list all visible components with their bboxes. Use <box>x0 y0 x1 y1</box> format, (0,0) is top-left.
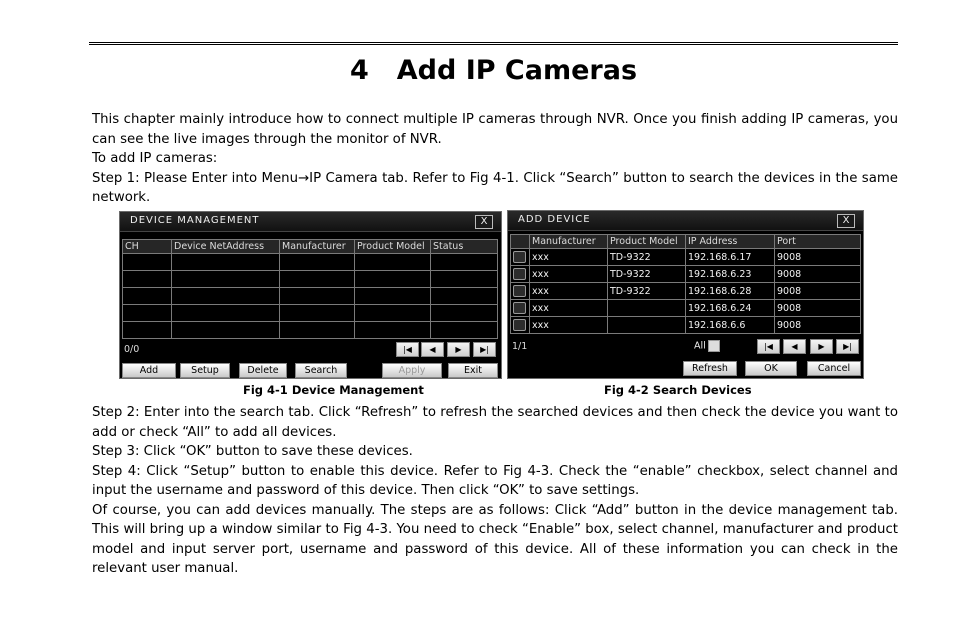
cell-port: 9008 <box>775 249 861 266</box>
checkbox-icon[interactable] <box>513 285 526 297</box>
intro-paragraph: This chapter mainly introduce how to connect multiple IP cameras through NVR. Once you finish adding IP cameras, you can see the live images through the monitor of NVR. <box>92 112 898 147</box>
table-cell <box>172 322 280 339</box>
cell-port: 9008 <box>775 317 861 334</box>
checkbox-icon[interactable] <box>513 268 526 280</box>
last-page-icon[interactable]: ▶| <box>473 342 496 357</box>
apply-button[interactable]: Apply <box>382 363 442 378</box>
to-add-paragraph: To add IP cameras: <box>92 151 218 166</box>
cell-ip: 192.168.6.28 <box>686 283 775 300</box>
next-page-icon[interactable]: ▶ <box>810 339 833 354</box>
setup-button[interactable]: Setup <box>180 363 230 378</box>
table-cell <box>280 288 355 305</box>
table-cell <box>355 271 431 288</box>
table-cell <box>431 271 498 288</box>
table-row[interactable] <box>123 322 498 339</box>
search-button[interactable]: Search <box>295 363 347 378</box>
row-select-cell[interactable] <box>511 283 530 300</box>
column-header-port[interactable]: Port <box>775 235 861 249</box>
cell-ip: 192.168.6.23 <box>686 266 775 283</box>
table-cell <box>431 322 498 339</box>
cell-port: 9008 <box>775 283 861 300</box>
search-results-table <box>510 234 861 334</box>
table-cell <box>280 322 355 339</box>
window-title: DEVICE MANAGEMENT <box>130 215 260 226</box>
table-cell <box>172 254 280 271</box>
ok-button[interactable]: OK <box>745 361 797 376</box>
cell-manufacturer: xxx <box>530 266 608 283</box>
manual-paragraph: Of course, you can add devices manually. The steps are as follows: Click “Add” button in the device management tab. This will bring up a window similar to Fig 4-3. You need to check “Enable” box, select channel, manufacturer and product model and input server port, username and password of this device. All of these information you can check in the relevant user manual. <box>92 502 898 576</box>
select-all-checkbox[interactable] <box>694 340 720 352</box>
step3-paragraph: Step 3: Click “OK” button to save these devices. <box>92 444 413 459</box>
table-row[interactable] <box>511 249 861 266</box>
table-cell <box>431 305 498 322</box>
cell-model: TD-9322 <box>608 283 686 300</box>
row-select-cell[interactable] <box>511 249 530 266</box>
add-device-window <box>507 210 864 379</box>
close-icon[interactable]: X <box>475 215 493 229</box>
page-indicator: 1/1 <box>512 341 528 352</box>
step2-paragraph: Step 2: Enter into the search tab. Click “Refresh” to refresh the searched devices and then check the device you want to add or check “All” to add all devices. <box>92 405 898 440</box>
table-cell <box>123 322 172 339</box>
table-row[interactable] <box>511 300 861 317</box>
table-cell <box>355 322 431 339</box>
table-cell <box>123 305 172 322</box>
table-row[interactable] <box>511 283 861 300</box>
table-cell <box>123 254 172 271</box>
table-cell <box>172 305 280 322</box>
cell-model <box>608 300 686 317</box>
exit-button[interactable]: Exit <box>448 363 498 378</box>
cell-ip: 192.168.6.24 <box>686 300 775 317</box>
table-cell <box>431 288 498 305</box>
close-icon[interactable]: X <box>837 214 855 228</box>
column-header-product-model[interactable]: Product Model <box>355 240 431 254</box>
table-cell <box>355 254 431 271</box>
row-select-cell[interactable] <box>511 300 530 317</box>
checkbox-icon[interactable] <box>708 340 720 352</box>
chapter-heading <box>89 55 898 86</box>
table-cell <box>431 254 498 271</box>
table-row[interactable] <box>123 305 498 322</box>
cell-manufacturer: xxx <box>530 300 608 317</box>
page-indicator: 0/0 <box>124 344 140 355</box>
checkbox-icon[interactable] <box>513 251 526 263</box>
table-cell <box>280 305 355 322</box>
table-row[interactable] <box>123 288 498 305</box>
column-header-manufacturer[interactable]: Manufacturer <box>530 235 608 249</box>
table-cell <box>355 305 431 322</box>
row-select-cell[interactable] <box>511 317 530 334</box>
prev-page-icon[interactable]: ◀ <box>783 339 806 354</box>
cell-ip: 192.168.6.17 <box>686 249 775 266</box>
window-title: ADD DEVICE <box>518 214 591 225</box>
step4-paragraph: Step 4: Click “Setup” button to enable this device. Refer to Fig 4-3. Check the “enable” checkbox, select channel and input the username and password of this device. Then click “OK” to save settings. <box>92 463 898 498</box>
cell-model: TD-9322 <box>608 249 686 266</box>
add-button[interactable]: Add <box>122 363 176 378</box>
cancel-button[interactable]: Cancel <box>807 361 861 376</box>
checkbox-icon[interactable] <box>513 319 526 331</box>
cell-manufacturer: xxx <box>530 283 608 300</box>
checkbox-icon[interactable] <box>513 302 526 314</box>
delete-button[interactable]: Delete <box>239 363 287 378</box>
chapter-number: 4 <box>349 55 369 86</box>
row-select-cell[interactable] <box>511 266 530 283</box>
column-header-ch[interactable]: CH <box>123 240 172 254</box>
prev-page-icon[interactable]: ◀ <box>421 342 444 357</box>
window-titlebar <box>508 211 863 231</box>
table-row[interactable] <box>123 271 498 288</box>
column-header-netaddress[interactable]: Device NetAddress <box>172 240 280 254</box>
last-page-icon[interactable]: ▶| <box>836 339 859 354</box>
table-cell <box>355 288 431 305</box>
table-row[interactable] <box>123 254 498 271</box>
table-cell <box>280 271 355 288</box>
fig1-caption: Fig 4-1 Device Management <box>243 383 424 397</box>
table-cell <box>172 271 280 288</box>
device-table <box>122 239 498 339</box>
table-cell <box>123 271 172 288</box>
cell-model <box>608 317 686 334</box>
window-titlebar <box>120 212 501 232</box>
column-header-status[interactable]: Status <box>431 240 498 254</box>
cell-model: TD-9322 <box>608 266 686 283</box>
chapter-title: Add IP Cameras <box>396 55 638 86</box>
table-row[interactable] <box>511 266 861 283</box>
cell-ip: 192.168.6.6 <box>686 317 775 334</box>
first-page-icon[interactable]: |◀ <box>757 339 780 354</box>
device-management-window <box>119 211 502 379</box>
column-header-product-model[interactable]: Product Model <box>608 235 686 249</box>
table-cell <box>123 288 172 305</box>
select-all-label: All <box>694 340 706 352</box>
table-row[interactable] <box>511 317 861 334</box>
column-header-manufacturer[interactable]: Manufacturer <box>280 240 355 254</box>
cell-manufacturer: xxx <box>530 317 608 334</box>
first-page-icon[interactable]: |◀ <box>396 342 419 357</box>
column-header-ip-address[interactable]: IP Address <box>686 235 775 249</box>
step1-paragraph: Step 1: Please Enter into Menu→IP Camera tab. Refer to Fig 4-1. Click “Search” button to search the devices in the same network. <box>92 170 898 205</box>
next-page-icon[interactable]: ▶ <box>447 342 470 357</box>
table-cell <box>172 288 280 305</box>
fig2-caption: Fig 4-2 Search Devices <box>604 383 752 397</box>
cell-manufacturer: xxx <box>530 249 608 266</box>
cell-port: 9008 <box>775 300 861 317</box>
column-header-select <box>511 235 530 249</box>
table-cell <box>280 254 355 271</box>
cell-port: 9008 <box>775 266 861 283</box>
header-rule <box>89 42 898 45</box>
refresh-button[interactable]: Refresh <box>683 361 737 376</box>
